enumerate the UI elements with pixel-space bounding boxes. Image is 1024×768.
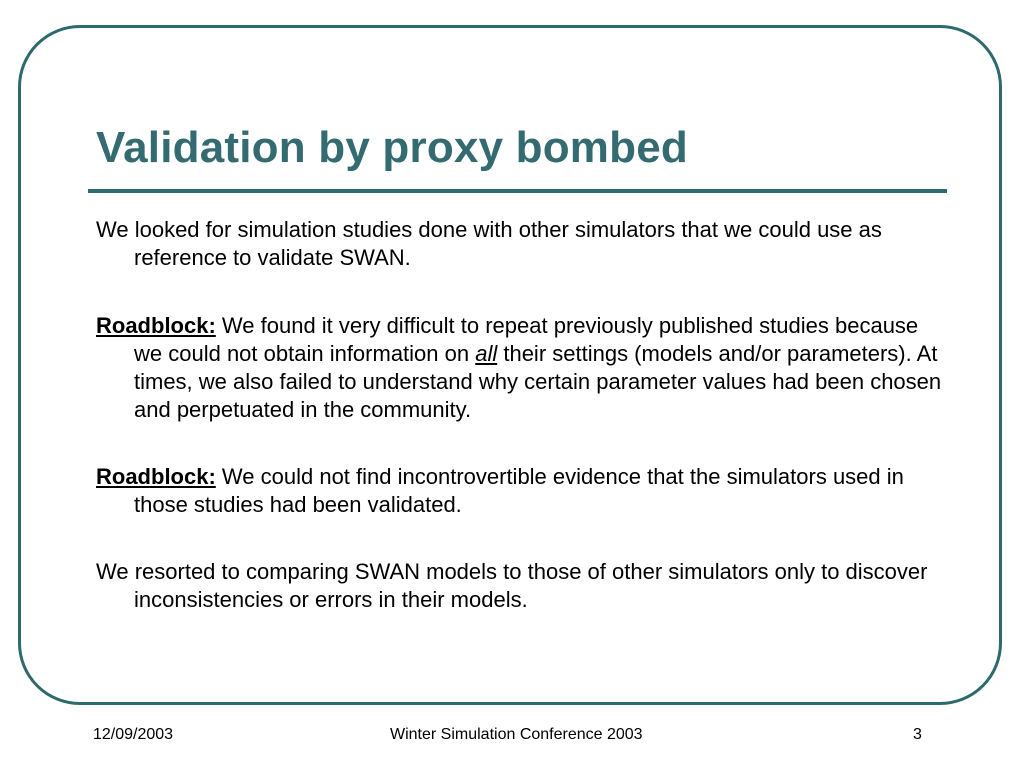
slide-title: Validation by proxy bombed [96,123,688,172]
paragraph-reference-studies [96,216,946,272]
footer-conference: Winter Simulation Conference 2003 [390,726,643,743]
title-underline [88,189,947,193]
paragraph-text: We could not find incontrovertible evidence that the simulators used in those studies had been validated. [134,464,904,517]
paragraph-text-before: We found it very difficult to repeat previously published studies because we could not obtain information on [134,313,919,366]
slide-body [96,216,946,653]
paragraph-roadblock-settings [96,312,946,424]
paragraph-text: We looked for simulation studies done with other simulators that we could use as reference to validate SWAN. [96,217,882,270]
footer-date: 12/09/2003 [93,726,174,743]
paragraph-text-after: their settings (models and/or parameters). At times, we also failed to understand why certain parameter values had been chosen and perpetuated in the community. [134,341,942,422]
paragraph-text: We resorted to comparing SWAN models to those of other simulators only to discover inconsistencies or errors in their models. [96,559,928,612]
paragraph-comparison [96,558,946,614]
roadblock-label: Roadblock: [96,313,216,338]
paragraph-roadblock-validation [96,463,946,519]
footer-page-number: 3 [913,726,922,743]
roadblock-label: Roadblock: [96,464,216,489]
emphasis-all: all [475,341,498,366]
